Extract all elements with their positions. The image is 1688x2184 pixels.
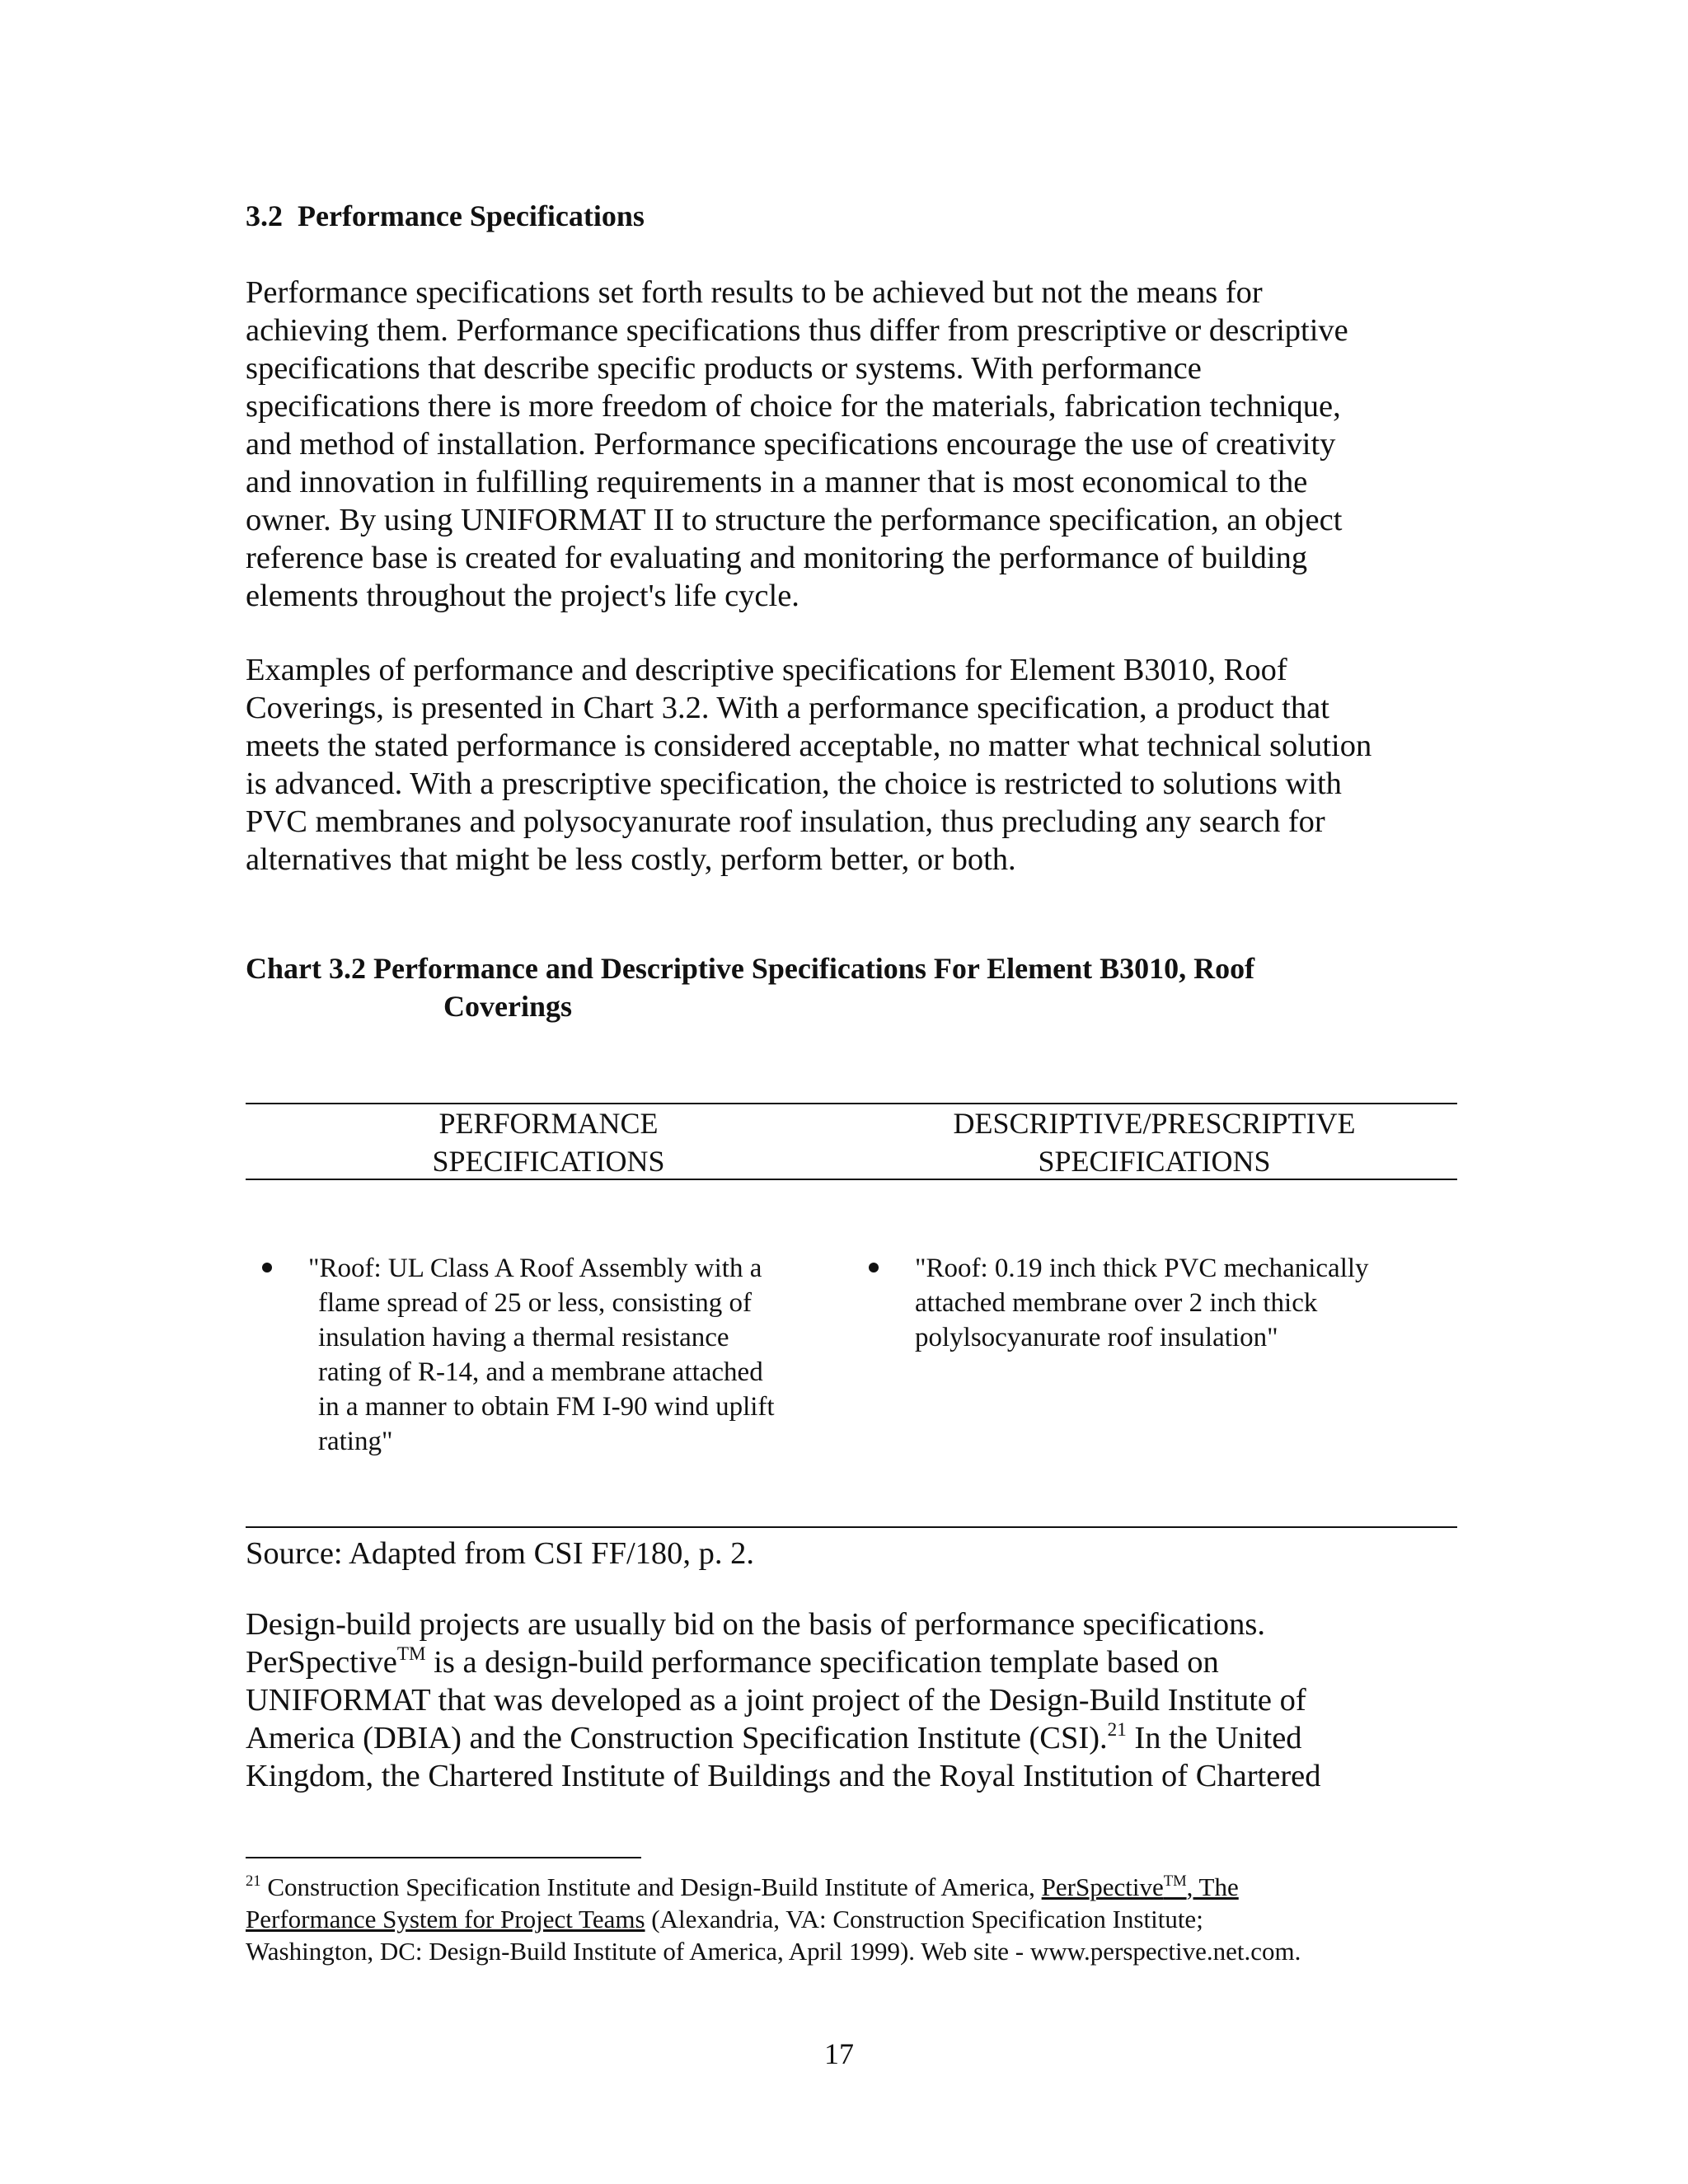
text-run: is a design-build performance specification template based on: [425, 1645, 1219, 1680]
paragraph-line: achieving them. Performance specifications thus differ from prescriptive or descriptive: [246, 313, 1348, 348]
column-header-line: SPECIFICATIONS: [432, 1145, 665, 1178]
bullet-line: rating": [318, 1427, 393, 1456]
bullet-icon: [262, 1263, 272, 1272]
paragraph-line: specifications there is more freedom of choice for the materials, fabrication technique,: [246, 389, 1341, 424]
paragraph-line: PVC membranes and polysocyanurate roof insulation, thus precluding any search for: [246, 804, 1325, 839]
footnote-line: [246, 1903, 1301, 1935]
page-number: 17: [824, 2037, 854, 2070]
chart-source: Source: Adapted from CSI FF/180, p. 2.: [246, 1536, 755, 1571]
column-header-descriptive: [851, 1104, 1457, 1180]
paragraph-line: [246, 1643, 1457, 1681]
citation-title: [1042, 1872, 1239, 1901]
bullet-line: attached membrane over 2 inch thick: [915, 1288, 1318, 1318]
section-number: 3.2: [246, 199, 283, 232]
paragraph-line: Kingdom, the Chartered Institute of Buildings and the Royal Institution of Chartered: [246, 1759, 1321, 1793]
chart-title-line: Chart 3.2 Performance and Descriptive Specifications For Element B3010, Roof: [246, 952, 1255, 985]
paragraph-line: and innovation in fulfilling requirements in a manner that is most economical to the: [246, 465, 1308, 499]
paragraph-line: Performance specifications set forth results to be achieved but not the means for: [246, 275, 1263, 310]
footnote: [246, 1871, 1301, 1967]
paragraph-examples: [246, 651, 1457, 879]
bullet-line: rating of R-14, and a membrane attached: [318, 1357, 763, 1387]
document-page: [246, 0, 1457, 2184]
paragraph-line: owner. By using UNIFORMAT II to structure the performance specification, an object: [246, 503, 1343, 537]
footnote-marker: 21: [246, 1872, 261, 1890]
text-run: (Alexandria, VA: Construction Specification Institute;: [645, 1905, 1203, 1933]
bullet-line: in a manner to obtain FM I-90 wind uplift: [318, 1392, 775, 1422]
paragraph-line: is advanced. With a prescriptive specification, the choice is restricted to solutions with: [246, 766, 1342, 801]
bullet-line: flame spread of 25 or less, consisting of: [318, 1288, 753, 1318]
bullet-line: "Roof: 0.19 inch thick PVC mechanically: [915, 1254, 1369, 1283]
footnote-reference[interactable]: 21: [1107, 1718, 1127, 1740]
footnote-line: Washington, DC: Design-Build Institute of America, April 1999). Web site - www.perspective.net.com.: [246, 1937, 1301, 1966]
text-run: In the United: [1126, 1721, 1302, 1755]
text-run: America (DBIA) and the Construction Specification Institute (CSI).: [246, 1721, 1108, 1755]
paragraph-line: specifications that describe specific products or systems. With performance: [246, 351, 1202, 386]
table-header-rule: [246, 1179, 1457, 1180]
column-header-line: DESCRIPTIVE/PRESCRIPTIVE: [953, 1107, 1356, 1140]
table-bottom-rule: [246, 1526, 1457, 1528]
section-title: Performance Specifications: [298, 199, 645, 232]
column-header-performance: [246, 1104, 851, 1180]
paragraph-line: alternatives that might be less costly, perform better, or both.: [246, 842, 1016, 877]
paragraph-line: Design-build projects are usually bid on the basis of performance specifications.: [246, 1607, 1265, 1642]
chart-title: [246, 949, 1254, 1025]
paragraph-line: [246, 1719, 1457, 1757]
chart-title-line: Coverings: [443, 990, 572, 1023]
section-heading: [246, 198, 645, 234]
paragraph-line: elements throughout the project's life cycle.: [246, 579, 799, 613]
paragraph-performance-specifications: [246, 274, 1457, 615]
paragraph-line: meets the stated performance is considered acceptable, no matter what technical solution: [246, 729, 1372, 763]
text-run: PerSpective: [246, 1645, 397, 1680]
text-run: Construction Specification Institute and Design-Build Institute of America,: [260, 1872, 1042, 1901]
text-run: , The: [1186, 1872, 1239, 1901]
bullet-line: "Roof: UL Class A Roof Assembly with a: [308, 1254, 762, 1283]
column-header-line: PERFORMANCE: [438, 1107, 659, 1140]
bullet-line: polylsocyanurate roof insulation": [915, 1323, 1278, 1352]
footnote-line: [246, 1871, 1301, 1903]
trademark-superscript: TM: [396, 1643, 426, 1664]
trademark-superscript: TM: [1163, 1872, 1187, 1890]
paragraph-design-build: [246, 1605, 1457, 1795]
paragraph-line: and method of installation. Performance specifications encourage the use of creativity: [246, 427, 1336, 462]
paragraph-line: UNIFORMAT that was developed as a joint project of the Design-Build Institute of: [246, 1683, 1306, 1718]
paragraph-line: Coverings, is presented in Chart 3.2. With a performance specification, a product that: [246, 691, 1329, 725]
column-header-line: SPECIFICATIONS: [1038, 1145, 1271, 1178]
bullet-text: [308, 1251, 775, 1459]
footnote-separator: [246, 1857, 641, 1858]
bullet-text: [915, 1251, 1369, 1355]
text-run: PerSpective: [1041, 1872, 1164, 1901]
citation-title: Performance System for Project Teams: [246, 1905, 645, 1933]
bullet-icon: [869, 1263, 879, 1272]
bullet-line: insulation having a thermal resistance: [318, 1323, 729, 1352]
paragraph-line: Examples of performance and descriptive specifications for Element B3010, Roof: [246, 653, 1287, 687]
paragraph-line: reference base is created for evaluating and monitoring the performance of building: [246, 541, 1308, 575]
